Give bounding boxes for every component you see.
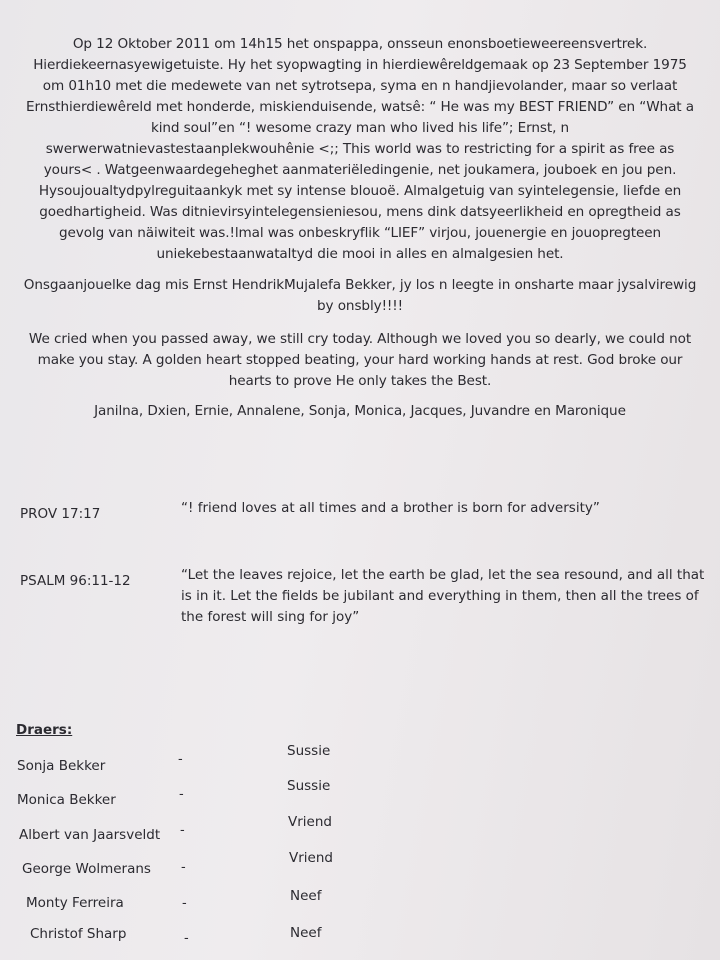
bearer-name: George Wolmerans [22, 861, 151, 877]
text-line: kind soul”en “! wesome crazy man who lived his life”; Ernst, n [150, 120, 570, 136]
verse-reference: PSALM 96:11-12 [20, 573, 131, 589]
bearer-relation: Neef [290, 925, 322, 941]
bearer-name: Albert van Jaarsveldt [19, 827, 161, 843]
tribute-paragraph-2 [18, 181, 702, 265]
separator-dash: - [182, 896, 187, 911]
bearer-name: Sonja Bekker [17, 758, 106, 774]
text-line: gevolg van näiwiteit was.!lmal was onbeskryflik “LIEF” virjou, jouenergie en jouopregteen [58, 225, 662, 241]
text-line: is in it. Let the fields be jubilant and everything in them, then all the trees of [181, 588, 699, 604]
tribute-paragraph-1 [18, 34, 702, 181]
text-line: make you stay. A golden heart stopped beating, your hard working hands at rest. God broke our [37, 352, 683, 368]
tribute-paragraph-english [18, 329, 702, 392]
text-line: “Let the leaves rejoice, let the earth be glad, let the sea resound, and all that [181, 567, 705, 583]
separator-dash: - [179, 787, 184, 802]
text-line: om 01h10 met die medewete van net sytrotsepa, syma en n handjievolander, maar so verlaat [42, 78, 678, 94]
verse-text [181, 498, 681, 519]
bearer-name: Monica Bekker [17, 792, 116, 808]
separator-dash: - [184, 931, 189, 946]
bearer-relation: Sussie [287, 743, 331, 759]
verse-reference: PROV 17:17 [20, 506, 101, 522]
bearer-name: Christof Sharp [30, 926, 127, 942]
text-line: “! friend loves at all times and a brother is born for adversity” [181, 500, 600, 516]
verse-text [181, 565, 705, 628]
bearer-relation: Vriend [288, 814, 332, 830]
text-line: swerwerwatnievastestaanplekwouhênie <;; This world was to restricting for a spirit as free as [45, 141, 675, 157]
text-line: Janilna, Dxien, Ernie, Annalene, Sonja, Monica, Jacques, Juvandre en Maronique [94, 403, 626, 419]
text-line: by onsbly!!!! [317, 298, 403, 314]
separator-dash: - [178, 752, 183, 767]
bearer-relation: Sussie [287, 778, 331, 794]
text-line: hearts to prove He only takes the Best. [228, 373, 492, 389]
text-line: uniekebestaanwataltyd die mooi in alles en almalgesien het. [156, 246, 564, 262]
text-line: Hierdiekeernasyewigetuiste. Hy het syopwagting in hierdiewêreldgemaak op 23 September 1975 [33, 57, 687, 73]
bearer-relation: Vriend [289, 850, 333, 866]
text-line: goedhartigheid. Was ditnievirsyintelegensieniesou, mens dink datsyeerlikheid en opregtheid as [39, 204, 681, 220]
text-line: yours< . Watgeenwaardegeheghet aanmateriëledingenie, net joukamera, jouboek en jou pen. [43, 162, 677, 178]
text-line: Ernsthierdiewêreld met honderde, miskienduisende, watsê: “ He was my BEST FRIEND” en “What a [26, 99, 694, 115]
text-line: Op 12 Oktober 2011 om 14h15 het onspappa, onsseun enonsboetieweereensvertrek. [72, 36, 648, 52]
pallbearers-heading: Draers: [16, 722, 73, 738]
family-signatories [18, 401, 702, 422]
bearer-name: Monty Ferreira [26, 895, 124, 911]
separator-dash: - [181, 860, 186, 875]
tribute-paragraph-3 [18, 275, 702, 317]
text-line: the forest will sing for joy” [181, 609, 360, 625]
text-line: We cried when you passed away, we still cry today. Although we loved you so dearly, we could not [28, 331, 692, 347]
text-line: Onsgaanjouelke dag mis Ernst HendrikMujalefa Bekker, jy los n leegte in onsharte maar jysalvirewig [23, 277, 697, 293]
text-line: Hysoujoualtydpylreguitaankyk met sy intense blouoë. Almalgetuig van syintelegensie, liefde en [38, 183, 682, 199]
separator-dash: - [180, 823, 185, 838]
bearer-relation: Neef [290, 888, 322, 904]
